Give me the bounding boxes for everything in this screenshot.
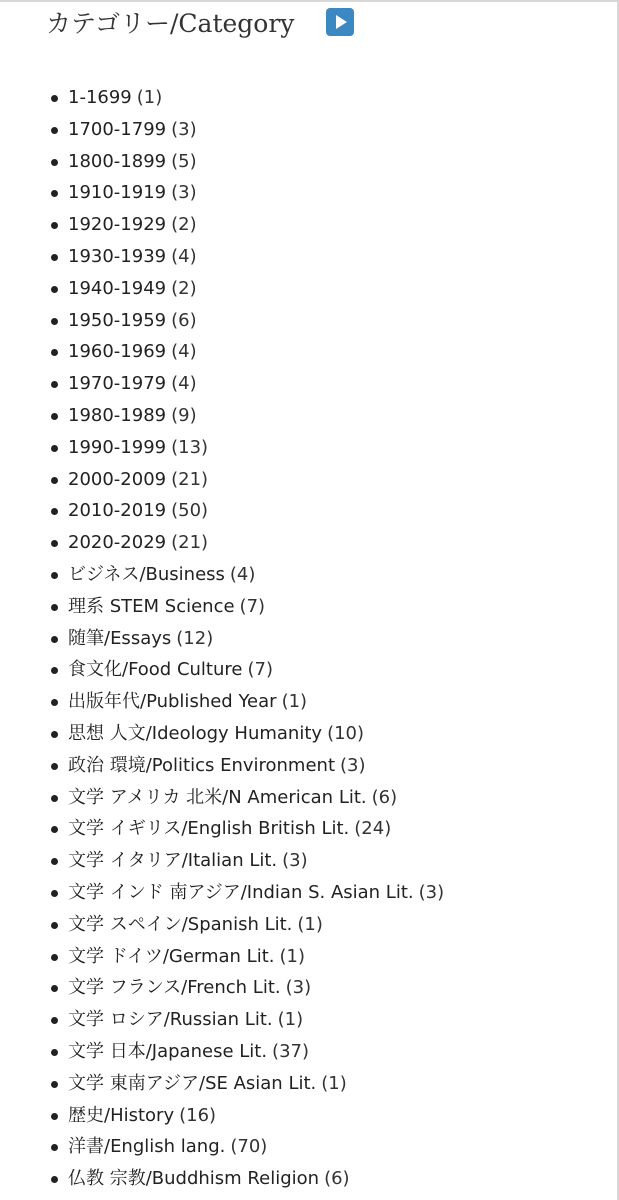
category-link[interactable]: 文学 イタリア/Italian Lit. bbox=[68, 850, 278, 872]
category-count: (4) bbox=[171, 341, 197, 363]
category-link[interactable]: 1940-1949 bbox=[68, 277, 167, 299]
category-item bbox=[0, 82, 444, 114]
category-count: (21) bbox=[171, 468, 209, 490]
play-button-icon[interactable] bbox=[326, 8, 354, 36]
category-item bbox=[0, 559, 444, 591]
category-link[interactable]: 歴史/History bbox=[68, 1104, 175, 1126]
category-count: (4) bbox=[171, 373, 197, 395]
category-link[interactable]: 文学 スペイン/Spanish Lit. bbox=[68, 913, 293, 935]
category-count: (4) bbox=[229, 563, 256, 585]
category-link[interactable]: 洋書/English lang. bbox=[68, 1136, 226, 1158]
category-item bbox=[0, 209, 444, 241]
category-item bbox=[0, 1036, 444, 1068]
category-link[interactable]: 1930-1939 bbox=[68, 245, 167, 267]
category-item bbox=[0, 1068, 444, 1100]
category-count: (1) bbox=[279, 945, 305, 967]
category-count: (4) bbox=[171, 245, 197, 267]
category-count: (6) bbox=[324, 1168, 350, 1190]
category-link[interactable]: 2020-2029 bbox=[68, 532, 167, 554]
category-item bbox=[0, 941, 444, 973]
category-link[interactable]: 1700-1799 bbox=[68, 118, 167, 140]
category-item bbox=[0, 177, 444, 209]
category-count: (1) bbox=[277, 1009, 304, 1031]
category-link[interactable]: 1910-1919 bbox=[68, 182, 167, 204]
category-count: (7) bbox=[247, 659, 273, 681]
category-link[interactable]: 文学 フランス/French Lit. bbox=[68, 977, 281, 999]
category-item bbox=[0, 114, 444, 146]
category-item bbox=[0, 146, 444, 178]
category-item bbox=[0, 1004, 444, 1036]
category-item bbox=[0, 336, 444, 368]
category-count: (50) bbox=[171, 500, 209, 522]
category-item bbox=[0, 750, 444, 782]
category-link[interactable]: 1800-1899 bbox=[68, 150, 167, 172]
category-count: (13) bbox=[171, 436, 209, 458]
category-count: (24) bbox=[354, 818, 392, 840]
category-item bbox=[0, 591, 444, 623]
category-item bbox=[0, 305, 444, 337]
category-link[interactable]: 文学 ロシア/Russian Lit. bbox=[68, 1009, 273, 1031]
category-count: (10) bbox=[327, 722, 365, 744]
category-count: (2) bbox=[171, 214, 197, 236]
category-item bbox=[0, 654, 444, 686]
category-item bbox=[0, 273, 444, 305]
category-count: (70) bbox=[230, 1136, 268, 1158]
category-count: (3) bbox=[340, 754, 366, 776]
category-count: (1) bbox=[281, 691, 308, 713]
category-link[interactable]: 出版年代/Published Year bbox=[68, 691, 277, 713]
category-link[interactable]: 1970-1979 bbox=[68, 373, 167, 395]
category-item bbox=[0, 368, 444, 400]
category-item bbox=[0, 527, 444, 559]
category-link[interactable]: 1-1699 bbox=[68, 87, 132, 108]
category-count: (3) bbox=[171, 118, 197, 140]
category-count: (7) bbox=[239, 595, 266, 617]
category-item bbox=[0, 495, 444, 527]
category-count: (21) bbox=[171, 532, 209, 554]
category-link[interactable]: 文学 ドイツ/German Lit. bbox=[68, 945, 275, 967]
top-divider bbox=[0, 0, 619, 2]
category-count: (16) bbox=[179, 1104, 217, 1126]
category-count: (9) bbox=[171, 404, 197, 426]
category-link[interactable]: 2010-2019 bbox=[68, 500, 167, 522]
category-item bbox=[0, 845, 444, 877]
category-link[interactable]: 思想 人文/Ideology Humanity bbox=[68, 722, 323, 744]
category-item bbox=[0, 686, 444, 718]
category-link[interactable]: 文学 アメリカ 北米/N American Lit. bbox=[68, 786, 367, 808]
category-item bbox=[0, 432, 444, 464]
category-count: (37) bbox=[272, 1040, 309, 1062]
category-count: (1) bbox=[321, 1072, 347, 1094]
category-link[interactable]: 食文化/Food Culture bbox=[68, 659, 243, 681]
category-item bbox=[0, 1163, 444, 1195]
category-link[interactable]: 1950-1959 bbox=[68, 309, 167, 331]
category-link[interactable]: 1920-1929 bbox=[68, 214, 167, 236]
category-link[interactable]: 文学 東南アジア/SE Asian Lit. bbox=[68, 1072, 317, 1094]
category-item bbox=[0, 718, 444, 750]
category-link[interactable]: ビジネス/Business bbox=[68, 563, 225, 585]
category-item bbox=[0, 464, 444, 496]
category-item bbox=[0, 623, 444, 655]
category-count: (1) bbox=[297, 913, 323, 935]
category-count: (3) bbox=[285, 977, 312, 999]
category-list bbox=[0, 82, 444, 1195]
category-link[interactable]: 仏教 宗教/Buddhism Religion bbox=[68, 1168, 320, 1190]
category-count: (2) bbox=[171, 277, 197, 299]
category-link[interactable]: 文学 インド 南アジア/Indian S. Asian Lit. bbox=[68, 881, 414, 903]
category-count: (3) bbox=[171, 182, 197, 204]
category-count: (3) bbox=[418, 881, 445, 903]
category-link[interactable]: 1960-1969 bbox=[68, 341, 167, 363]
category-link[interactable]: 1980-1989 bbox=[68, 404, 167, 426]
category-count: (12) bbox=[176, 627, 214, 649]
category-link[interactable]: 文学 イギリス/English British Lit. bbox=[68, 818, 350, 840]
category-link[interactable]: 理系 STEM Science bbox=[68, 595, 235, 617]
widget-title: カテゴリー/Category bbox=[46, 9, 295, 38]
category-item bbox=[0, 782, 444, 814]
category-item bbox=[0, 400, 444, 432]
category-count: (6) bbox=[171, 309, 197, 331]
category-link[interactable]: 随筆/Essays bbox=[68, 627, 172, 649]
widget-header bbox=[46, 4, 354, 40]
category-count: (1) bbox=[136, 87, 163, 108]
category-link[interactable]: 1990-1999 bbox=[68, 436, 167, 458]
category-item bbox=[0, 877, 444, 909]
category-item bbox=[0, 972, 444, 1004]
category-item bbox=[0, 1131, 444, 1163]
category-count: (3) bbox=[282, 850, 308, 872]
category-link[interactable]: 2000-2009 bbox=[68, 468, 167, 490]
category-item bbox=[0, 813, 444, 845]
category-count: (5) bbox=[171, 150, 197, 172]
category-item bbox=[0, 241, 444, 273]
category-item bbox=[0, 909, 444, 941]
category-item bbox=[0, 1100, 444, 1132]
category-count: (6) bbox=[371, 786, 398, 808]
category-link[interactable]: 政治 環境/Politics Environment bbox=[68, 754, 336, 776]
category-link[interactable]: 文学 日本/Japanese Lit. bbox=[68, 1040, 268, 1062]
